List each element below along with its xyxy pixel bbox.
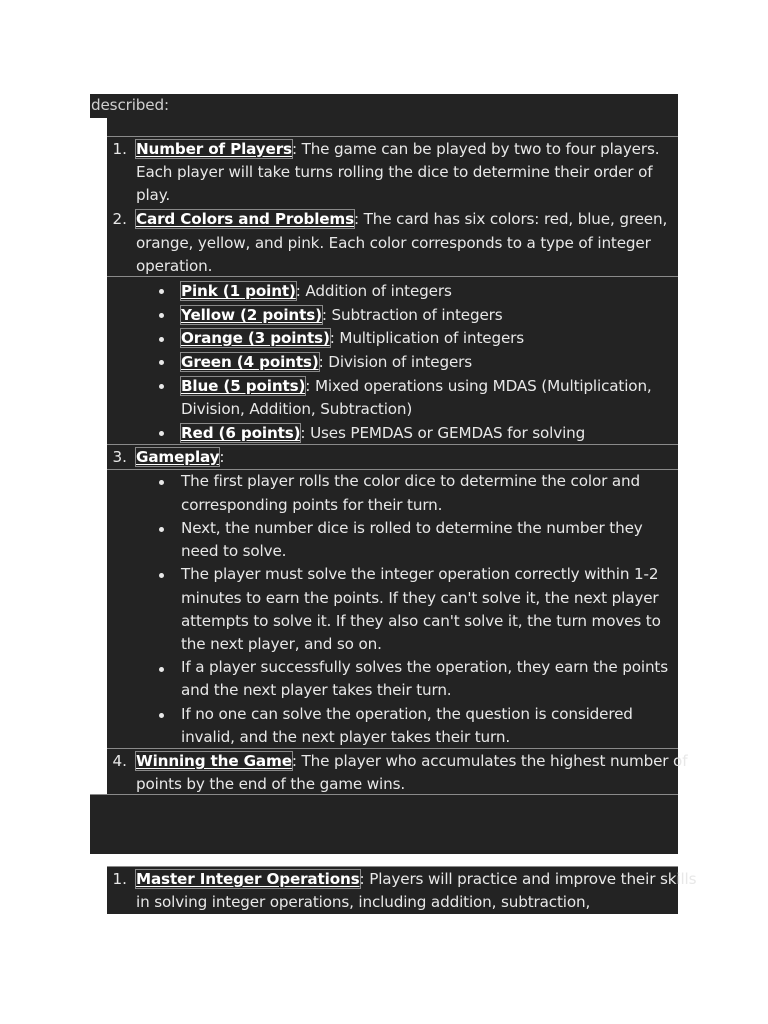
color-item-orange bbox=[181, 327, 524, 349]
separator bbox=[107, 866, 678, 867]
bullet-dot bbox=[159, 431, 164, 436]
term-green: Green (4 points) bbox=[181, 353, 319, 371]
color-item-blue bbox=[181, 375, 652, 397]
color-item-yellow bbox=[181, 304, 503, 326]
gameplay-bullet-line: need to solve. bbox=[181, 542, 287, 560]
list-item-master-integer bbox=[136, 868, 696, 890]
list-number: 1. bbox=[112, 140, 127, 158]
item-desc: : Players will practice and improve their skills bbox=[359, 870, 697, 888]
intro-band bbox=[90, 94, 678, 118]
gameplay-bullet-line: minutes to earn the points. If they can't solve it, the next player bbox=[181, 589, 659, 607]
intro-text: described: bbox=[91, 96, 169, 114]
list-number: 4. bbox=[112, 752, 127, 770]
list-item-card-colors bbox=[136, 208, 667, 230]
separator bbox=[107, 136, 678, 137]
separator bbox=[107, 444, 678, 445]
bullet-dot bbox=[159, 384, 164, 389]
item-desc: : The game can be played by two to four players. bbox=[291, 140, 660, 158]
bullet-dot bbox=[159, 527, 164, 532]
gameplay-bullet: Next, the number dice is rolled to determine the number they bbox=[181, 519, 643, 537]
color-desc: : Uses PEMDAS or GEMDAS for solving bbox=[300, 424, 586, 442]
term-master-integer-operations: Master Integer Operations bbox=[136, 870, 360, 888]
bullet-dot bbox=[159, 713, 164, 718]
gameplay-bullet: If no one can solve the operation, the question is considered bbox=[181, 705, 633, 723]
list-item-gameplay bbox=[136, 446, 224, 468]
gameplay-bullet-line: attempts to solve it. If they also can't solve it, the turn moves to bbox=[181, 612, 661, 630]
bullet-dot bbox=[159, 337, 164, 342]
bullet-dot bbox=[159, 360, 164, 365]
color-desc: : Division of integers bbox=[318, 353, 473, 371]
gameplay-bullet-line: corresponding points for their turn. bbox=[181, 496, 443, 514]
color-desc: : Subtraction of integers bbox=[321, 306, 503, 324]
item-desc-line: play. bbox=[136, 186, 171, 204]
term-card-colors: Card Colors and Problems bbox=[136, 210, 354, 228]
term-number-of-players: Number of Players bbox=[136, 140, 292, 158]
color-item-green bbox=[181, 351, 472, 373]
gameplay-bullet: The first player rolls the color dice to determine the color and bbox=[181, 472, 640, 490]
list-number: 1. bbox=[112, 870, 127, 888]
item-desc-line: points by the end of the game wins. bbox=[136, 775, 406, 793]
color-desc: : Addition of integers bbox=[295, 282, 452, 300]
separator bbox=[107, 748, 678, 749]
term-winning-the-game: Winning the Game bbox=[136, 752, 292, 770]
gameplay-bullet-line: and the next player takes their turn. bbox=[181, 681, 452, 699]
gameplay-bullet: The player must solve the integer operation correctly within 1-2 bbox=[181, 565, 659, 583]
gameplay-colon: : bbox=[219, 448, 225, 466]
item-desc-line: orange, yellow, and pink. Each color corresponds to a type of integer bbox=[136, 234, 651, 252]
term-blue: Blue (5 points) bbox=[181, 377, 306, 395]
term-pink: Pink (1 point) bbox=[181, 282, 296, 300]
gameplay-bullet-line: invalid, and the next player takes their turn. bbox=[181, 728, 510, 746]
item-desc-line: Each player will take turns rolling the dice to determine their order of bbox=[136, 163, 653, 181]
list-number: 3. bbox=[112, 448, 127, 466]
term-yellow: Yellow (2 points) bbox=[181, 306, 322, 324]
list-item-winning bbox=[136, 750, 687, 772]
gameplay-bullet-line: the next player, and so on. bbox=[181, 635, 382, 653]
color-desc: : Multiplication of integers bbox=[329, 329, 525, 347]
gameplay-bullet: If a player successfully solves the operation, they earn the points bbox=[181, 658, 668, 676]
color-item-pink bbox=[181, 280, 452, 302]
bullet-dot bbox=[159, 480, 164, 485]
redacted-heading-block bbox=[90, 794, 678, 854]
color-desc: : Mixed operations using MDAS (Multiplication, bbox=[305, 377, 652, 395]
bullet-dot bbox=[159, 313, 164, 318]
item-desc-line: in solving integer operations, including addition, subtraction, bbox=[136, 893, 591, 911]
term-orange: Orange (3 points) bbox=[181, 329, 330, 347]
list-number: 2. bbox=[112, 210, 127, 228]
list-item-number-of-players bbox=[136, 138, 659, 160]
bullet-dot bbox=[159, 573, 164, 578]
bullet-dot bbox=[159, 667, 164, 672]
term-red: Red (6 points) bbox=[181, 424, 301, 442]
item-desc: : The card has six colors: red, blue, green, bbox=[354, 210, 668, 228]
color-desc-line: Division, Addition, Subtraction) bbox=[181, 400, 413, 418]
bullet-dot bbox=[159, 289, 164, 294]
term-gameplay: Gameplay bbox=[136, 448, 220, 466]
item-desc: : The player who accumulates the highest number of bbox=[291, 752, 688, 770]
color-item-red bbox=[181, 422, 585, 444]
item-desc-line: operation. bbox=[136, 257, 213, 275]
